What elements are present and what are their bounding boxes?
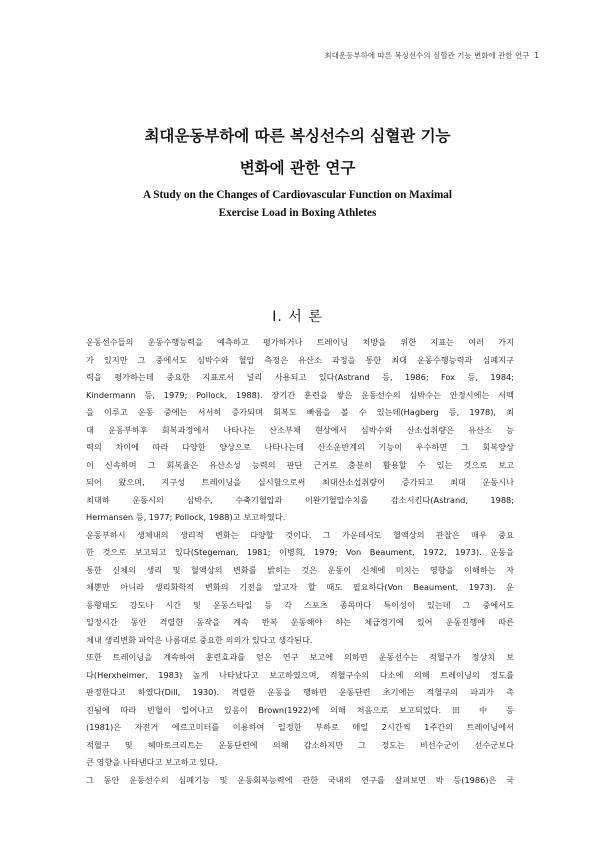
running-title: 최대운동부하에 따른 복싱선수의 심혈관 기능 변화에 관한 연구 xyxy=(324,51,530,60)
body-line: 력을 평가하는데 중요한 지표로서 널리 사용되고 있다(Astrand 등, 1986; Fox 등, 1984; xyxy=(86,372,514,382)
body-line: 또한 트레이닝을 계속하여 훈련효과를 얻은 연구 보고에 의하면 운동선수는 적혈구가 정상치 보 xyxy=(86,652,514,662)
section-heading-introduction: Ⅰ. 서 론 xyxy=(272,309,323,325)
title-korean-line-1: 최대운동부하에 따른 복싱선수의 심혈관 기능 xyxy=(144,126,451,145)
body-line: (1981)은 자전거 에르고미터를 이용하여 일정한 부하로 매일 2시간씩 1주간의 트레이닝에서 xyxy=(86,722,514,732)
body-line: Hermansen 등, 1977; Pollock, 1988)고 보고하였다. xyxy=(86,512,286,522)
title-english-line-2: Exercise Load in Boxing Athletes xyxy=(218,207,377,219)
page-number: 1 xyxy=(534,51,539,60)
body-line: 운동선수들의 운동수행능력을 예측하고 평가하거나 트레이닝 처방을 위한 지표는 여러 가지 xyxy=(86,337,514,347)
body-line: 진됨에 따라 빈혈이 일어나고 있음이 Brown(1922)에 의해 처음으로 보고되었다. 田 中 등 xyxy=(86,704,514,715)
running-header xyxy=(324,50,539,61)
body-line: 최대하 운동시의 심박수, 수축기혈압과 이완기혈압수치를 감소시킨다(Astrand, 1988; xyxy=(86,494,514,505)
body-line: 적혈구 및 헤마토크리트는 운동단련에 의해 감소하지만 그 정도는 비선수군이 선수군보다 xyxy=(86,739,514,750)
body-line: 큰 영향을 나타낸다고 보고하고 있다. xyxy=(86,757,218,767)
title-korean-line-2: 변화에 관한 연구 xyxy=(239,158,356,177)
body-line: 을 이루고 운동 중에는 서서히 증가되며 회복도 빠름을 볼 수 있는데(Hagberg 등, 1978), 최 xyxy=(86,407,514,417)
body-line: 다(Herxheimer, 1983) 높게 나타났다고 보고하였으며, 적혈구수의 다소에 의해 트레이닝의 정도를 xyxy=(86,669,514,680)
body-line: 이 신속하며 그 회복율은 유산소성 능력의 판단 근거로 충분히 활용할 수 있는 것으로 보고 xyxy=(86,459,514,470)
body-line: 력의 차이에 따라 다양한 양상으로 나타나는데 산소운반계의 기능이 우수하면 그 회복양상 xyxy=(86,442,514,452)
body-line: 동형태도 강도나 시간 및 운동스타일 등 각 스포츠 종목마다 특이성이 있는데 그 중에서도 xyxy=(86,599,514,610)
body-line: Kindermann 등, 1979; Pollock, 1988). 장기간 훈련을 쌓은 운동선수의 심박수는 안정시에는 서맥 xyxy=(86,389,514,400)
body-line: 대 운동부하후 회복과정에서 나타나는 산소부채 현상에서 심박수와 산소섭취량은 유산소 능 xyxy=(86,424,514,435)
body-text xyxy=(86,334,514,789)
body-line: 판정한다고 하였다(Dill, 1930). 격렬한 운동을 행하면 운동단련 초기에는 적혈구의 파괴가 촉 xyxy=(86,687,514,697)
body-line: 가 있지만 그 중에서도 심박수와 혈압 측정은 유산소 과정을 통한 최대 운동수행능력과 심폐지구 xyxy=(86,354,514,365)
title-english xyxy=(0,186,595,222)
title-english-line-1: A Study on the Changes of Cardiovascular Function on Maximal xyxy=(142,189,453,201)
body-line: 그 동안 운동선수의 심폐기능 및 운동회복능력에 관한 국내의 연구를 살펴보면 박 등(1986)은 국 xyxy=(86,774,514,785)
body-line: 통한 신체의 생리 및 혈액상의 변화를 밝히는 것은 운동이 신체에 미치는 영향을 이해하는 자 xyxy=(86,564,514,575)
body-line: 일정시간 동안 격렬한 동작을 계속 반복 운동해야 하는 체급경기에 있어 운동진행에 따른 xyxy=(86,617,514,627)
body-line: 운동부하시 생체내의 생리적 변화는 다양할 것이다. 그 가운데서도 혈액상의 관찰은 매우 중요 xyxy=(86,529,514,540)
body-line: 체뿐만 아니라 생리화학적 변화의 기전을 알고자 할 때도 필요하다(Von Beaument, 1973). 운 xyxy=(86,582,514,592)
body-line: 되어 왔으며, 지구성 트레이닝을 실시함으로써 최대산소섭취량이 증가되고 최대 운동시나 xyxy=(86,477,514,487)
body-line: 체내 생리변화 파악은 나름대로 중요한 의의가 있다고 생각된다. xyxy=(86,634,313,645)
body-line: 한 것으로 보고되고 있다(Stegeman, 1981; 이병희, 1979; Von Beaument, 1972, 1973). 운동을 xyxy=(86,547,514,557)
